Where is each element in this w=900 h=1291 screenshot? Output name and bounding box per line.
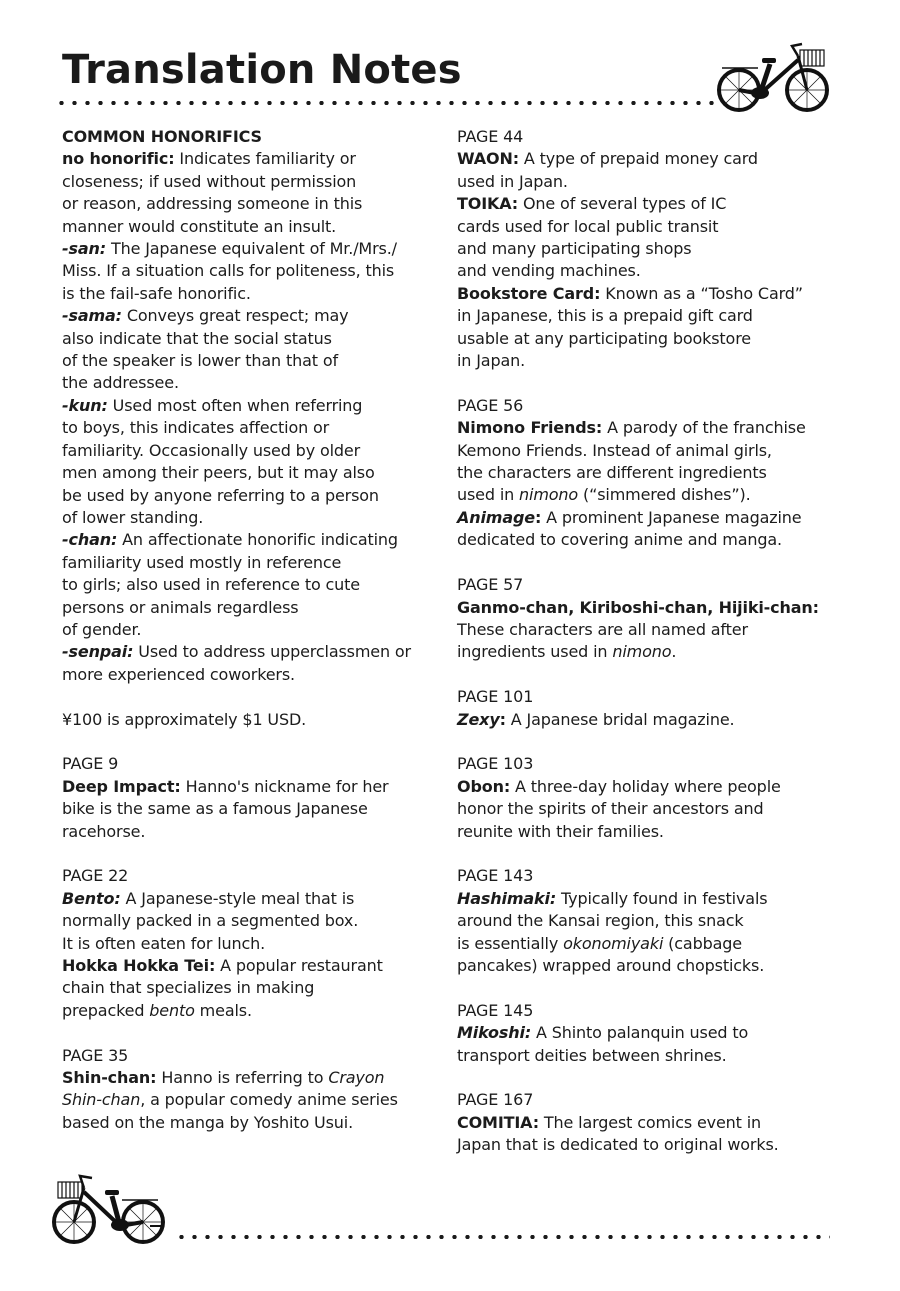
- definition-text: pancakes) wrapped around chopsticks.: [457, 955, 765, 975]
- definition-text: the addressee.: [62, 373, 179, 393]
- definition-text: usable at any participating bookstore: [457, 328, 751, 348]
- definition-text: more experienced coworkers.: [62, 664, 295, 684]
- definition-text: normally packed in a segmented box.: [62, 911, 359, 931]
- note-page-56: [457, 395, 837, 552]
- term: COMITIA:: [457, 1112, 539, 1132]
- term: Ganmo-chan, Kiriboshi-chan, Hijiki-chan:: [457, 597, 819, 617]
- page-label: PAGE 56: [457, 395, 524, 415]
- definition-text: meals.: [194, 1000, 252, 1020]
- definition-text: is essentially: [457, 933, 564, 953]
- definition-text: be used by anyone referring to a person: [62, 485, 379, 505]
- emphasis-text: okonomiyaki: [563, 933, 664, 953]
- honorific-entry-kun: [62, 395, 442, 529]
- emphasis-text: Shin-chan: [62, 1090, 141, 1110]
- page-label: PAGE 57: [457, 575, 524, 595]
- definition-text: Kemono Friends. Instead of animal girls,: [457, 440, 772, 460]
- definition-text: reunite with their families.: [457, 821, 664, 841]
- page-label: PAGE 22: [62, 866, 129, 886]
- note-page-145: [457, 1000, 837, 1067]
- definition-text: of lower standing.: [62, 507, 204, 527]
- term: TOIKA:: [457, 194, 519, 214]
- definition-text: used in Japan.: [457, 171, 568, 191]
- definition-text: familiarity used mostly in reference: [62, 552, 342, 572]
- definition-text: Known as a “Tosho Card”: [605, 283, 803, 303]
- definition-text: and many participating shops: [457, 239, 692, 259]
- definition-text: The Japanese equivalent of Mr./Mrs./: [110, 239, 397, 259]
- note-page-9: [62, 753, 442, 843]
- note-page-44: [457, 126, 837, 372]
- term: Bento:: [62, 888, 121, 908]
- definition-text: prepacked: [62, 1000, 150, 1020]
- definition-text: persons or animals regardless: [62, 597, 299, 617]
- dotted-divider-bottom: [175, 1235, 830, 1239]
- definition-text: in Japanese, this is a prepaid gift card: [457, 306, 753, 326]
- definition-text: The largest comics event in: [543, 1112, 762, 1132]
- definition-text: based on the manga by Yoshito Usui.: [62, 1112, 354, 1132]
- definition-text: A prominent Japanese magazine: [546, 507, 802, 527]
- term-colon: :: [499, 709, 506, 729]
- term-colon: :: [534, 507, 542, 527]
- term: -san:: [62, 239, 107, 259]
- section-heading: COMMON HONORIFICS: [62, 127, 262, 146]
- term: -senpai:: [62, 642, 134, 662]
- page-title: Translation Notes: [62, 47, 462, 93]
- page-label: PAGE 35: [62, 1045, 129, 1065]
- definition-text: or reason, addressing someone in this: [62, 194, 363, 214]
- definition-text: Hanno's nickname for her: [185, 776, 389, 796]
- definition-text: bike is the same as a famous Japanese: [62, 799, 368, 819]
- currency-note: ¥100 is approximately $1 USD.: [62, 709, 307, 729]
- definition-text: Used to address upperclassmen or: [138, 642, 411, 662]
- definition-text: the characters are different ingredients: [457, 463, 767, 483]
- definition-text: of gender.: [62, 619, 142, 639]
- page-label: PAGE 9: [62, 754, 119, 774]
- definition-text: Miss. If a situation calls for politeness, this: [62, 261, 395, 281]
- definition-text: and vending machines.: [457, 261, 641, 281]
- definition-text: A parody of the franchise: [607, 418, 806, 438]
- left-column: [62, 126, 442, 1134]
- definition-text: of the speaker is lower than that of: [62, 351, 338, 371]
- note-page-103: [457, 753, 837, 843]
- definition-text: racehorse.: [62, 821, 146, 841]
- term: Obon:: [457, 776, 511, 796]
- term: Deep Impact:: [62, 776, 181, 796]
- term: Animage: [457, 507, 535, 527]
- definition-text: Indicates familiarity or: [179, 149, 356, 169]
- definition-text: is the fail-safe honorific.: [62, 283, 251, 303]
- term: Nimono Friends:: [457, 418, 603, 438]
- definition-text: used in: [457, 485, 520, 505]
- definition-text: .: [671, 642, 677, 662]
- definition-text: chain that specializes in making: [62, 978, 315, 998]
- term: Shin-chan:: [62, 1068, 157, 1087]
- note-page-143: [457, 865, 837, 977]
- term: Zexy: [457, 709, 500, 729]
- term: Bookstore Card:: [457, 283, 601, 303]
- definition-text: A popular restaurant: [220, 955, 383, 975]
- definition-text: It is often eaten for lunch.: [62, 933, 266, 953]
- term: -kun:: [62, 395, 108, 415]
- definition-text: , a popular comedy anime series: [140, 1090, 398, 1110]
- page-label: PAGE 103: [457, 754, 534, 774]
- note-page-101: [457, 686, 837, 731]
- bicycle-icon: [50, 1170, 170, 1250]
- definition-text: honor the spirits of their ancestors and: [457, 799, 764, 819]
- definition-text: An affectionate honorific indicating: [122, 530, 398, 550]
- term: Hashimaki:: [457, 888, 557, 908]
- dotted-divider-top: [55, 101, 715, 105]
- definition-text: to boys, this indicates affection or: [62, 418, 330, 438]
- definition-text: dedicated to covering anime and manga.: [457, 530, 782, 550]
- definition-text: men among their peers, but it may also: [62, 463, 375, 483]
- definition-text: (“simmered dishes”).: [578, 485, 751, 505]
- definition-text: familiarity. Occasionally used by older: [62, 440, 361, 460]
- right-column: [457, 126, 837, 1157]
- term: Hokka Hokka Tei:: [62, 955, 216, 975]
- definition-text: around the Kansai region, this snack: [457, 911, 744, 931]
- definition-text: manner would constitute an insult.: [62, 216, 337, 236]
- page-label: PAGE 44: [457, 127, 524, 146]
- emphasis-text: Crayon: [328, 1068, 385, 1087]
- definition-text: in Japan.: [457, 351, 526, 371]
- honorific-entry-sama: [62, 305, 442, 395]
- term: no honorific:: [62, 149, 175, 169]
- definition-text: A Japanese-style meal that is: [125, 888, 355, 908]
- definition-text: Typically found in festivals: [561, 888, 768, 908]
- page-label: PAGE 167: [457, 1090, 534, 1110]
- term: WAON:: [457, 149, 519, 169]
- definition-text: Conveys great respect; may: [126, 306, 349, 326]
- definition-text: A type of prepaid money card: [523, 149, 758, 169]
- honorific-entry-san: [62, 238, 442, 305]
- definition-text: also indicate that the social status: [62, 328, 332, 348]
- definition-text: One of several types of IC: [522, 194, 727, 214]
- definition-text: closeness; if used without permission: [62, 171, 357, 191]
- honorific-entry-none: [62, 148, 442, 238]
- definition-text: A three-day holiday where people: [515, 776, 781, 796]
- note-page-57: [457, 574, 837, 664]
- definition-text: Japan that is dedicated to original works.: [457, 1135, 779, 1155]
- note-page-35: [62, 1045, 442, 1135]
- definition-text: These characters are all named after: [457, 619, 748, 639]
- definition-text: A Japanese bridal magazine.: [510, 709, 735, 729]
- definition-text: (cabbage: [663, 933, 742, 953]
- emphasis-text: nimono: [612, 642, 672, 662]
- bicycle-icon: [712, 38, 830, 116]
- page-label: PAGE 143: [457, 866, 534, 886]
- honorific-entry-chan: [62, 529, 442, 641]
- page-label: PAGE 101: [457, 687, 534, 707]
- note-page-167: [457, 1089, 837, 1156]
- page-label: PAGE 145: [457, 1000, 534, 1020]
- term: -sama:: [62, 306, 122, 326]
- note-page-22: [62, 865, 442, 1022]
- term: Mikoshi:: [457, 1023, 532, 1043]
- definition-text: to girls; also used in reference to cute: [62, 575, 360, 595]
- honorific-entry-senpai: [62, 641, 442, 686]
- emphasis-text: nimono: [519, 485, 579, 505]
- definition-text: ingredients used in: [457, 642, 613, 662]
- definition-text: cards used for local public transit: [457, 216, 719, 236]
- definition-text: Used most often when referring: [112, 395, 363, 415]
- definition-text: transport deities between shrines.: [457, 1045, 727, 1065]
- definition-text: A Shinto palanquin used to: [536, 1023, 749, 1043]
- term: -chan:: [62, 530, 118, 550]
- definition-text: Hanno is referring to: [161, 1068, 329, 1087]
- emphasis-text: bento: [149, 1000, 195, 1020]
